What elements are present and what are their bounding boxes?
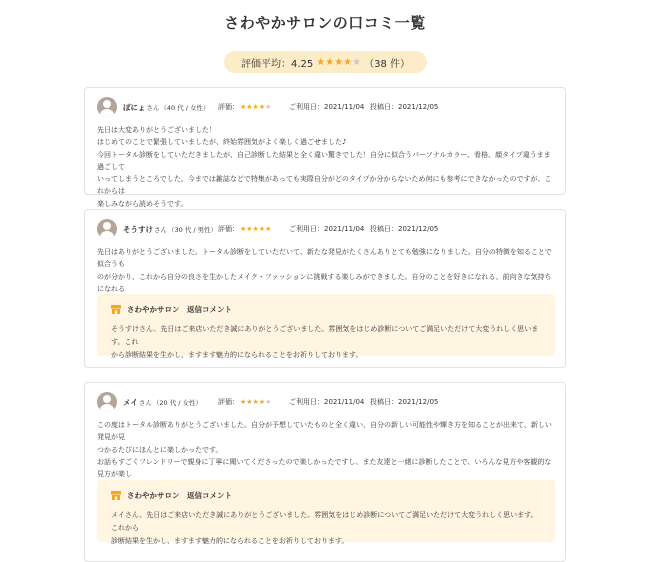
reply-title: さわやかサロン 返信コメント [127, 491, 232, 500]
posted-date [370, 218, 438, 240]
star-filled-icon: ★★★★ [240, 398, 266, 406]
avatar [97, 97, 117, 117]
name-suffix: さん [146, 103, 160, 112]
review-line: いってしまうところでした。今までは雑誌などで特集があっても実際自分がどのタイプか分からないため何にも参考にできなかったのですが、これからは [97, 175, 552, 196]
rating-label: 評価： [218, 398, 239, 406]
star-empty-icon: ★ [265, 103, 272, 111]
posted-date-value: 2021/12/05 [398, 225, 439, 233]
review-line: この度はトータル診断ありがとうございました。自分が予想していたものと全く違い、自分の新しい可能性や輝き方を知ることが出来て、新しい発見が見 [97, 421, 552, 442]
review-line: 楽しみながら読めそうです。 [97, 199, 188, 208]
used-date [289, 218, 364, 240]
review-line: 先日はありがとうございました。トータル診断をしていただいて、新たな発見がたくさんありとても勉強になりました。自分の特徴を知ることで似合うも [97, 248, 552, 269]
review-line: お話もすごくフレンドリーで親身に丁寧に聞いてくださったので楽しかったですし、また友達と一緒に診断したことで、いろんな見方や客観的な見方が楽し [97, 457, 552, 479]
review-card [84, 209, 566, 368]
used-date [289, 96, 364, 118]
salon-reply [97, 480, 555, 545]
review-rating [218, 218, 271, 240]
used-date-value: 2021/11/04 [324, 398, 365, 406]
used-date-value: 2021/11/04 [324, 225, 365, 233]
star-filled-icon: ★★★★★ [240, 225, 272, 233]
rating-average-stars [316, 57, 361, 68]
review-rating [218, 391, 271, 413]
reply-line: 診断結果を生かし、ますます魅力的になられることをお祈りしております。 [111, 537, 349, 545]
shop-icon [111, 305, 121, 314]
reply-header [111, 304, 232, 315]
name-suffix: さん [138, 398, 152, 407]
posted-date-value: 2021/12/05 [398, 398, 439, 406]
review-author [97, 96, 210, 118]
reviewer-name: メイ [123, 397, 138, 407]
reply-header [111, 490, 232, 501]
rating-average-badge [224, 51, 427, 73]
reply-line: そうすけさん、先日はご来店いただき誠にありがとうございました。雰囲気をはじめ診断についてご満足いただけて大変うれしく思います。これ [111, 325, 539, 346]
salon-reply [97, 294, 555, 359]
name-suffix: さん [154, 225, 167, 234]
used-date-label: ご利用日： [289, 225, 324, 233]
reply-text [111, 509, 541, 548]
posted-date-label: 投稿日： [370, 398, 398, 406]
review-line: つかるたびにほんとに楽しかったです。 [97, 445, 223, 454]
reply-line: メイさん、先日はご来店いただき誠にありがとうございました。雰囲気をはじめ診断についてご満足いただけて大変うれしく思います。これから [111, 511, 538, 532]
review-author [97, 391, 202, 413]
star-empty-icon: ★ [352, 56, 362, 68]
star-filled-icon: ★★★★ [240, 103, 266, 111]
reply-line: から診断結果を生かし、ますます魅力的になられることをお祈りしております。 [111, 351, 363, 359]
shop-icon [111, 491, 121, 500]
posted-date-label: 投稿日： [370, 103, 398, 111]
review-text [97, 124, 555, 210]
avatar [97, 219, 117, 239]
avatar [97, 392, 117, 412]
review-card [84, 382, 566, 562]
posted-date [370, 391, 438, 413]
posted-date-label: 投稿日： [370, 225, 398, 233]
page-title: さわやかサロンの口コミ一覧 [224, 14, 426, 32]
posted-date-value: 2021/12/05 [398, 103, 439, 111]
review-line: のが分かり、これから自分の良さを生かしたメイク・ファッションに挑戦する楽しみができました。自分のことを好きになれる、前向きな気持ちになれる [97, 272, 552, 293]
review-line: はじめてのことで緊張していましたが、終始雰囲気がよく楽しく過ごせました♪ [97, 138, 347, 147]
rating-count: （38 件） [364, 58, 410, 70]
review-rating [218, 96, 271, 118]
posted-date [370, 96, 438, 118]
review-card [84, 87, 566, 208]
star-empty-icon: ★ [265, 398, 272, 406]
used-date-label: ご利用日： [289, 398, 324, 406]
reply-title: さわやかサロン 返信コメント [127, 305, 232, 314]
reviewer-name: ぽにょ [123, 102, 146, 112]
used-date-value: 2021/11/04 [324, 103, 365, 111]
review-author [97, 218, 217, 240]
star-filled-icon: ★★★★ [316, 56, 353, 68]
rating-label: 評価： [218, 103, 239, 111]
reviewer-demographic: （40 代 / 女性） [160, 103, 210, 112]
review-line: 今回トータル診断をしていただきましたが、自己診断した結果と全く違い驚きでした！自分に似合うパーソナルカラー、骨格、顔タイプ違うまま過ごして [97, 150, 551, 171]
reviewer-demographic: （30 代 / 男性） [168, 225, 218, 234]
reply-text [111, 323, 541, 362]
review-line: 先日は大変ありがとうございました！ [97, 126, 216, 134]
reviewer-demographic: （20 代 / 女性） [152, 398, 203, 407]
used-date [289, 391, 364, 413]
reviewer-name: そうすけ [123, 224, 153, 234]
rating-average-label: 評価平均：4.25 [241, 58, 314, 70]
rating-label: 評価： [218, 225, 239, 233]
used-date-label: ご利用日： [289, 103, 324, 111]
